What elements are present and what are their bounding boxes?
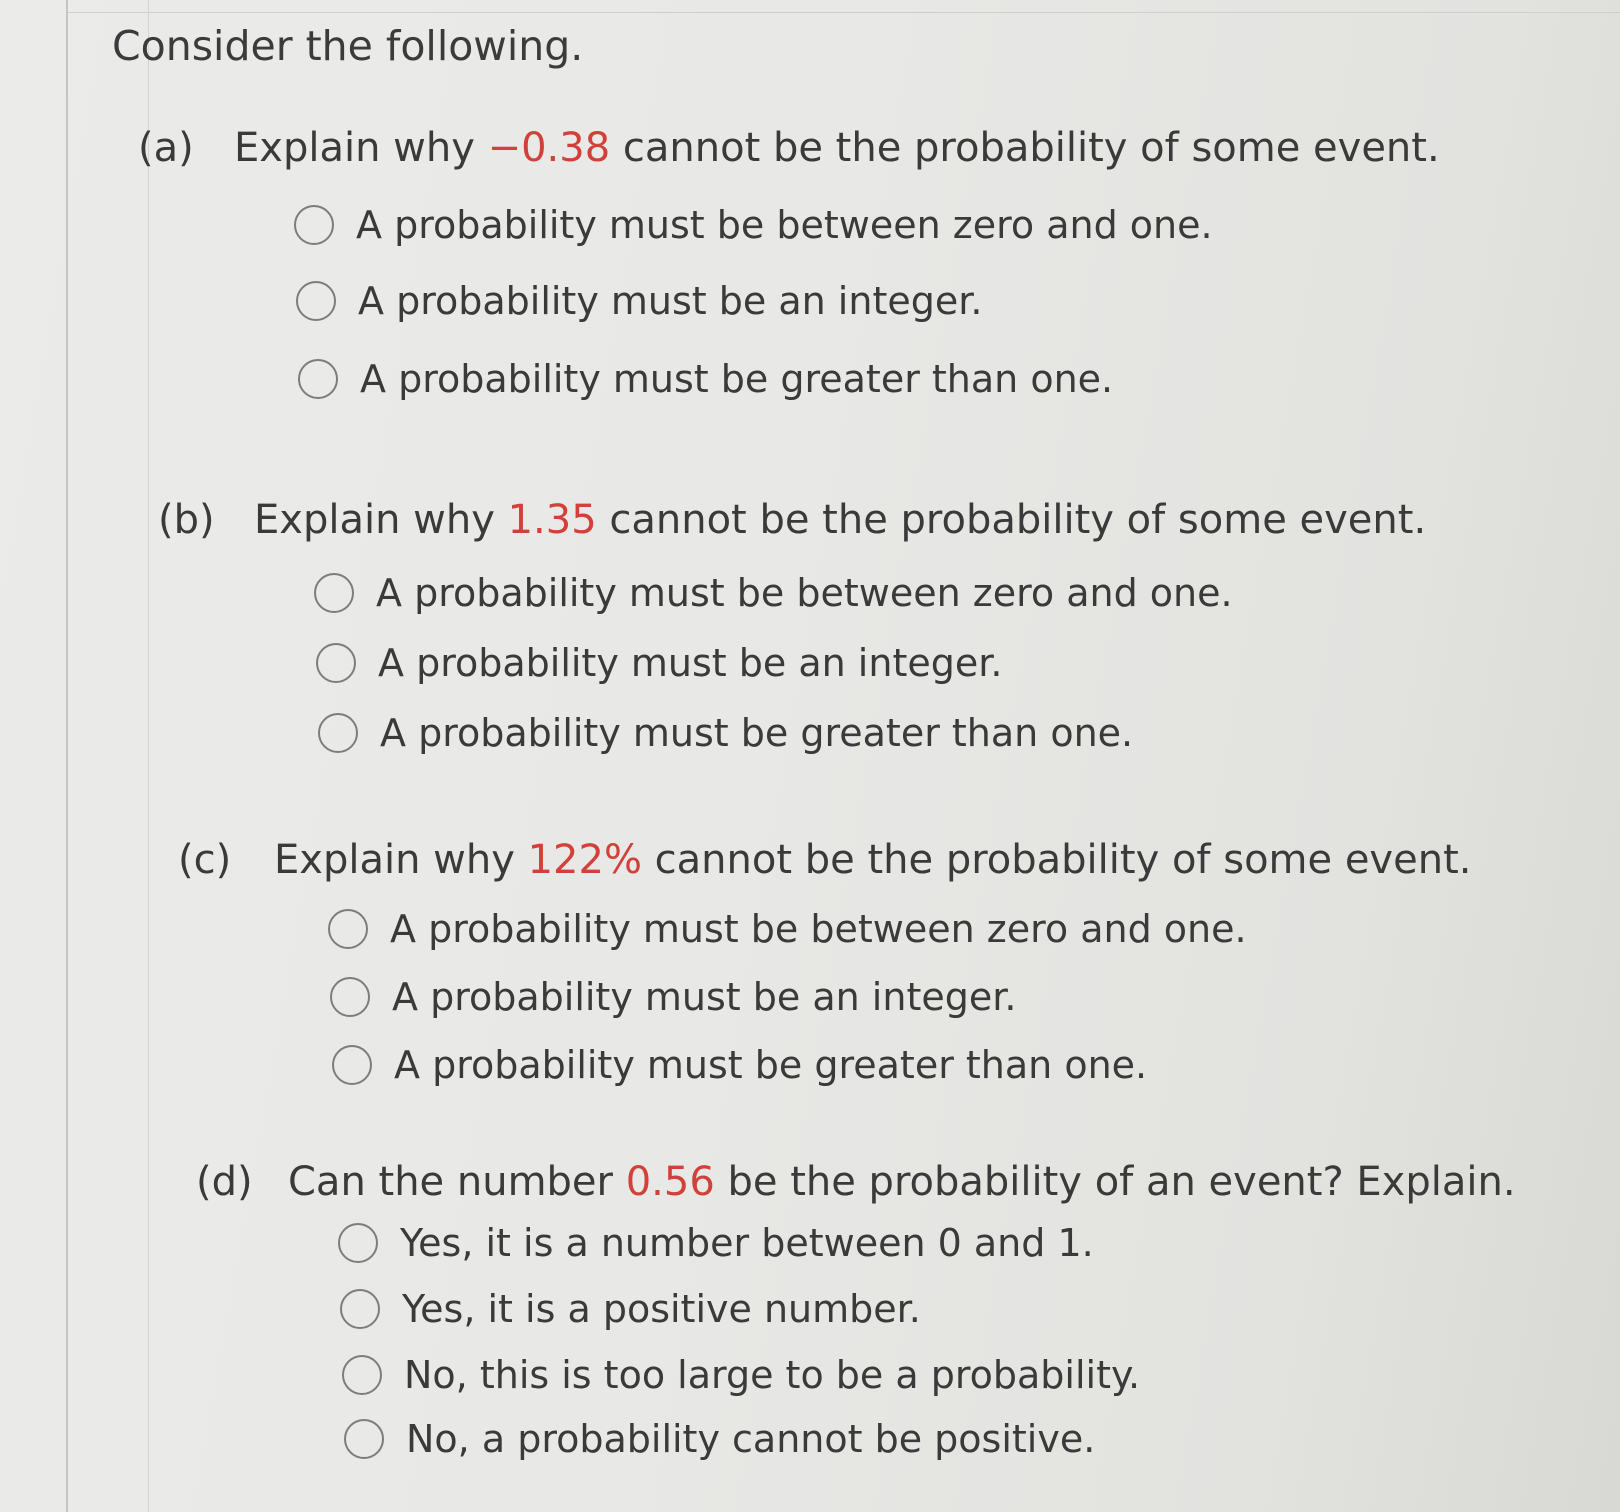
part-a-option-3[interactable] bbox=[298, 354, 1113, 404]
part-d-question-text bbox=[288, 1152, 1516, 1212]
part-b-option-3[interactable] bbox=[318, 708, 1133, 758]
part-b-value: 1.35 bbox=[507, 497, 597, 543]
part-b-question-post: cannot be the probability of some event. bbox=[596, 497, 1427, 543]
part-d-question-pre: Can the number bbox=[288, 1159, 626, 1205]
radio-button[interactable] bbox=[298, 359, 338, 399]
part-a-question-text bbox=[234, 118, 1440, 178]
option-label: A probability must be an integer. bbox=[392, 975, 1017, 1019]
radio-button[interactable] bbox=[342, 1355, 382, 1395]
radio-button[interactable] bbox=[344, 1419, 384, 1459]
option-label: Yes, it is a positive number. bbox=[402, 1287, 921, 1331]
option-label: No, this is too large to be a probability. bbox=[404, 1353, 1141, 1397]
part-b-question-pre: Explain why bbox=[254, 497, 508, 543]
part-a-question-pre: Explain why bbox=[234, 125, 488, 171]
part-a-option-1[interactable] bbox=[294, 200, 1213, 250]
part-c-option-3[interactable] bbox=[332, 1040, 1147, 1090]
part-a-value: −0.38 bbox=[487, 125, 611, 171]
option-label: A probability must be an integer. bbox=[378, 641, 1003, 685]
part-d-question bbox=[196, 1152, 1596, 1212]
part-d-option-4[interactable] bbox=[344, 1414, 1095, 1464]
part-a-label: (a) bbox=[138, 125, 194, 171]
part-c-value: 122% bbox=[527, 837, 642, 883]
left-divider bbox=[66, 0, 68, 1512]
option-label: A probability must be between zero and one. bbox=[356, 203, 1213, 247]
radio-button[interactable] bbox=[340, 1289, 380, 1329]
part-d-value: 0.56 bbox=[625, 1159, 715, 1205]
part-c-option-1[interactable] bbox=[328, 904, 1247, 954]
part-c-option-2[interactable] bbox=[330, 972, 1016, 1022]
part-a-question bbox=[138, 118, 1578, 178]
radio-button[interactable] bbox=[338, 1223, 378, 1263]
part-a bbox=[138, 118, 1578, 428]
part-b-question-text bbox=[254, 490, 1426, 550]
option-label: A probability must be greater than one. bbox=[380, 711, 1134, 755]
part-b-label: (b) bbox=[158, 497, 215, 543]
option-label: A probability must be an integer. bbox=[358, 279, 983, 323]
part-b-option-2[interactable] bbox=[316, 638, 1002, 688]
part-d-option-3[interactable] bbox=[342, 1350, 1140, 1400]
part-c-question-post: cannot be the probability of some event. bbox=[641, 837, 1472, 883]
part-c-label: (c) bbox=[178, 837, 232, 883]
radio-button[interactable] bbox=[294, 205, 334, 245]
question-intro: Consider the following. bbox=[112, 22, 584, 70]
radio-button[interactable] bbox=[316, 643, 356, 683]
part-a-question-post: cannot be the probability of some event. bbox=[610, 125, 1440, 171]
option-label: A probability must be between zero and one. bbox=[376, 571, 1233, 615]
radio-button[interactable] bbox=[332, 1045, 372, 1085]
option-label: No, a probability cannot be positive. bbox=[406, 1417, 1096, 1461]
option-label: A probability must be greater than one. bbox=[394, 1043, 1148, 1087]
radio-button[interactable] bbox=[296, 281, 336, 321]
radio-button[interactable] bbox=[314, 573, 354, 613]
radio-button[interactable] bbox=[318, 713, 358, 753]
part-b-option-1[interactable] bbox=[314, 568, 1233, 618]
part-a-option-2[interactable] bbox=[296, 276, 982, 326]
part-d-question-post: be the probability of an event? Explain. bbox=[714, 1159, 1516, 1205]
option-label: Yes, it is a number between 0 and 1. bbox=[400, 1221, 1094, 1265]
part-b-question bbox=[158, 490, 1578, 550]
part-d-label: (d) bbox=[196, 1159, 253, 1205]
part-c-question-text bbox=[274, 830, 1471, 890]
part-d-option-1[interactable] bbox=[338, 1218, 1094, 1268]
radio-button[interactable] bbox=[330, 977, 370, 1017]
part-c-question bbox=[178, 830, 1578, 890]
part-d bbox=[196, 1152, 1596, 1492]
part-c-question-pre: Explain why bbox=[274, 837, 528, 883]
option-label: A probability must be between zero and one. bbox=[390, 907, 1247, 951]
part-b bbox=[158, 490, 1578, 780]
top-divider bbox=[66, 12, 1620, 13]
option-label: A probability must be greater than one. bbox=[360, 357, 1114, 401]
radio-button[interactable] bbox=[328, 909, 368, 949]
part-d-option-2[interactable] bbox=[340, 1284, 921, 1334]
part-c bbox=[178, 830, 1578, 1090]
